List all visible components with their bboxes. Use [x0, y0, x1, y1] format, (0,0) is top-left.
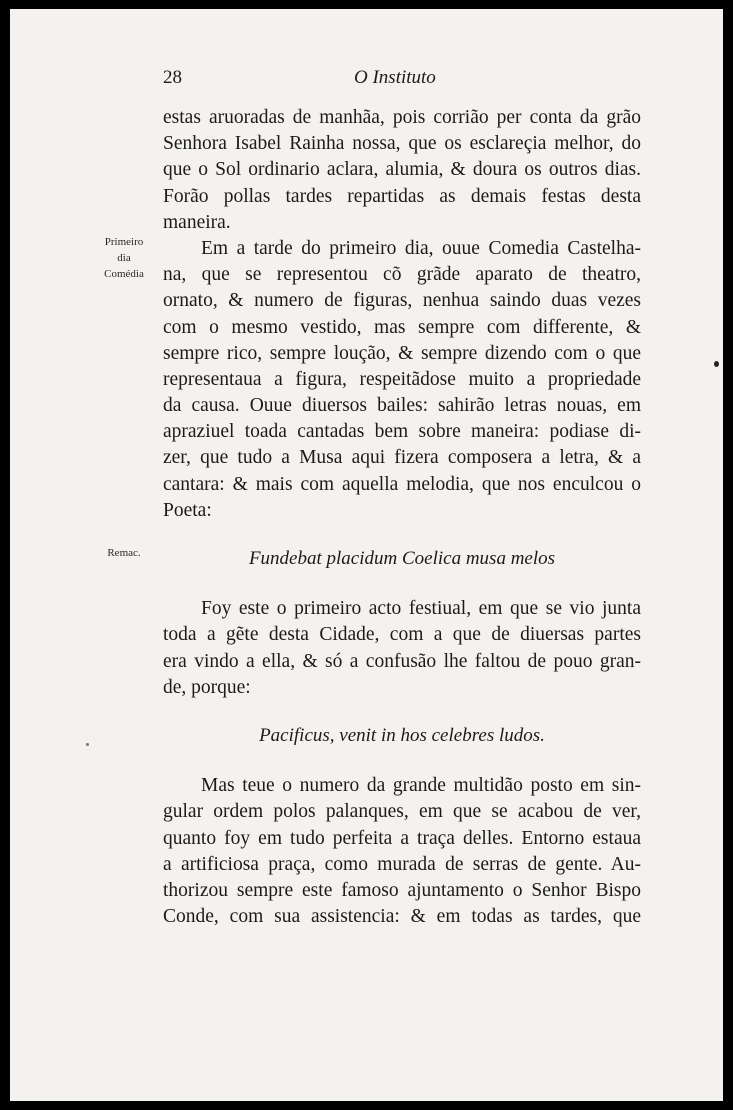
text-line: ornato, & numero de figuras, nenhua saindo duas vezes	[163, 290, 641, 312]
text-line: Forão pollas tardes repartidas as demais festas desta	[163, 185, 641, 207]
margin-note-line: Primeiro	[104, 236, 144, 248]
text-line: era vindo a ella, & só a confusão lhe faltou de pouo gran-	[163, 650, 641, 672]
margin-note-line: Comédia	[104, 268, 144, 280]
running-title: O Instituto	[354, 67, 436, 88]
text-line: estas aruoradas de manhãa, pois corrião per conta da grão	[163, 107, 641, 128]
text-line: a artificiosa praça, como murada de serras de gente. Au-	[163, 853, 641, 875]
text-line: toda a gẽte desta Cidade, com a que de diuersas partes	[163, 624, 641, 646]
paragraph-4	[163, 773, 641, 930]
text-line: thorizou sempre este famoso ajuntamento o Senhor Bispo	[163, 879, 641, 901]
margin-note-line: dia	[117, 252, 131, 264]
text-line: sempre rico, sempre loução, & sempre dizendo com o que	[163, 342, 641, 364]
verse-quotation: Fundebat placidum Coelica musa melos	[248, 548, 556, 569]
text-line: de, porque:	[163, 676, 251, 698]
page-number: 28	[163, 67, 182, 88]
scanned-page	[10, 9, 723, 1101]
paragraph-2	[163, 236, 641, 524]
margin-note-first-comedy	[84, 234, 164, 282]
text-line: gular ordem polos palanques, em que se acabou de ver,	[163, 801, 641, 823]
margin-note-remac	[84, 545, 164, 561]
text-line: Poeta:	[163, 499, 212, 521]
ink-speck	[86, 743, 89, 746]
body-text	[163, 105, 641, 930]
text-line: que o Sol ordinario aclara, alumia, & doura os outros dias.	[163, 159, 641, 181]
text-line: quanto foy em tudo perfeita a traça delles. Entorno estaua	[163, 827, 641, 849]
text-line: Mas teue o numero da grande multidão posto em sin-	[201, 775, 641, 797]
text-line: Conde, com sua assistencia: & em todas as tardes, que	[163, 906, 641, 928]
text-line: Foy este o primeiro acto festiual, em que se vio junta	[201, 598, 641, 620]
text-line: maneira.	[163, 211, 231, 233]
text-line: apraziuel toada cantadas bem sobre maneira: podiase di-	[163, 421, 641, 443]
ink-speck	[714, 361, 719, 367]
verse-quotation: Pacificus, venit in hos celebres ludos.	[259, 724, 545, 746]
text-line: da causa. Ouue diuersos bailes: sahirão letras nouas, em	[163, 395, 641, 417]
margin-note-line: Remac.	[107, 547, 141, 559]
text-line: Senhora Isabel Rainha nossa, que os esclareçia melhor, do	[163, 133, 641, 155]
text-line: Em a tarde do primeiro dia, ouue Comedia Castelha-	[201, 237, 641, 259]
paragraph-3	[163, 596, 641, 701]
text-line: zer, que tudo a Musa aqui fizera composera a letra, & a	[163, 447, 641, 469]
text-line: cantara: & mais com aquella melodia, que nos enculcou o	[163, 473, 641, 495]
text-line: com o mesmo vestido, mas sempre com differente, &	[163, 316, 641, 338]
text-line: representaua a figura, respeitãdose muito a propriedade	[163, 368, 641, 390]
paragraph-1	[163, 105, 641, 236]
running-head	[10, 67, 723, 97]
text-line: na, que se representou cõ grãde aparato de theatro,	[163, 264, 641, 286]
